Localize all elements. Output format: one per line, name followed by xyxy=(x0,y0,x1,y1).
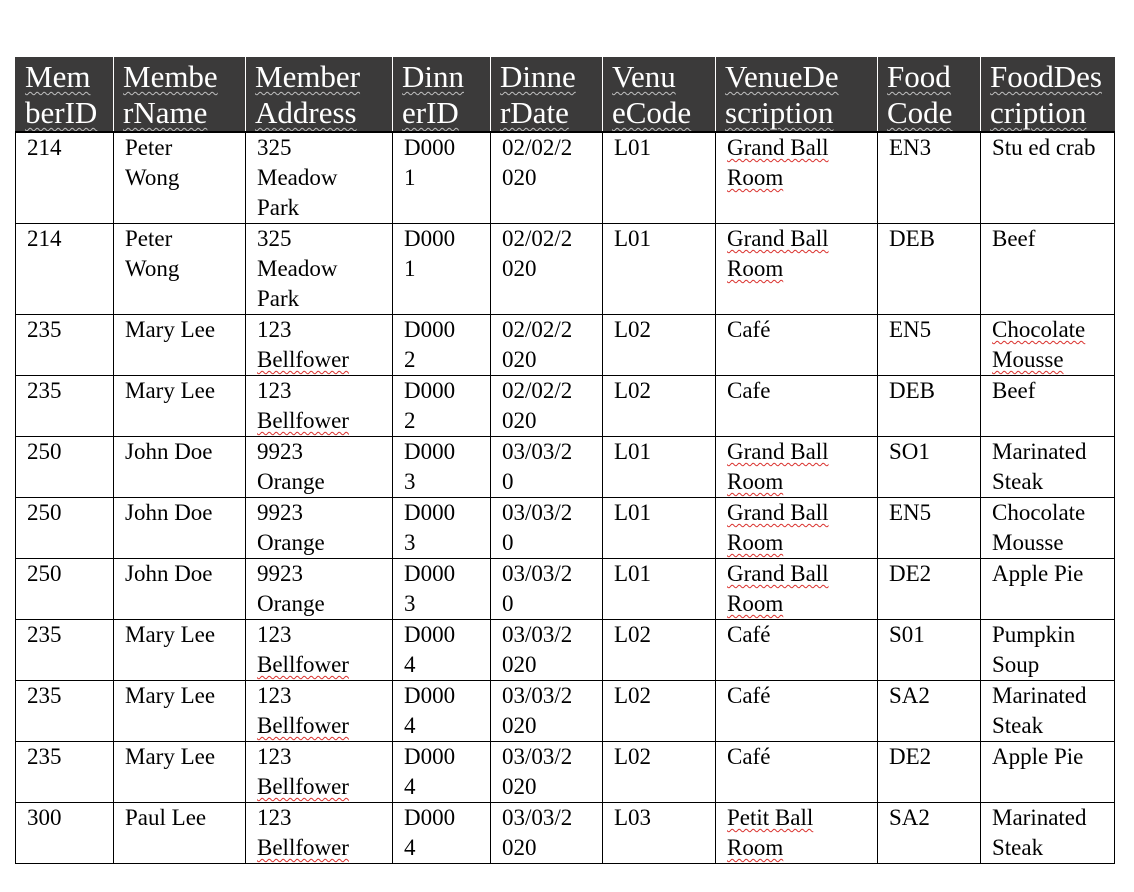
cell-food-code xyxy=(878,559,981,620)
cell-text-line: D000 xyxy=(404,561,456,586)
cell-text-line: 03/03/2 xyxy=(502,683,573,708)
cell-text-line: 325 xyxy=(257,226,292,251)
cell-text: 250 xyxy=(27,500,62,525)
cell-dinner-date xyxy=(491,376,603,437)
cell-text-line: Mousse xyxy=(992,347,1064,372)
table-row xyxy=(16,559,1115,620)
cell-text-line: Soup xyxy=(992,652,1040,677)
cell-text-line: Room xyxy=(727,530,784,555)
cell-dinner-date xyxy=(491,132,603,224)
cell-text: 214 xyxy=(27,226,62,251)
header-text-line: Dinn xyxy=(402,59,464,94)
cell-text-line: Stu ed crab xyxy=(992,135,1096,160)
cell-text-line: Bellfower xyxy=(257,835,349,860)
header-food-description xyxy=(981,57,1115,132)
header-text-line: erID xyxy=(402,95,459,130)
header-text-line: Membe xyxy=(123,59,218,94)
header-text-line: Code xyxy=(887,95,953,130)
cell-dinner-id xyxy=(393,681,491,742)
cell-text-line: 02/02/2 xyxy=(502,317,573,342)
cell-text: 250 xyxy=(27,561,62,586)
cell-member-name xyxy=(114,742,246,803)
cell-dinner-date xyxy=(491,437,603,498)
cell-text-line: Marinated xyxy=(992,439,1087,464)
header-text-line: eCode xyxy=(612,95,692,130)
cell-member-id xyxy=(16,681,114,742)
cell-text-line: 123 xyxy=(257,378,292,403)
cell-text: EN5 xyxy=(889,500,932,525)
cell-dinner-date xyxy=(491,315,603,376)
cell-food-description xyxy=(981,498,1115,559)
cell-dinner-id xyxy=(393,315,491,376)
cell-text-line: 020 xyxy=(502,408,537,433)
cell-text-line: Apple Pie xyxy=(992,744,1084,769)
cell-text-line: Mary Lee xyxy=(125,744,216,769)
table-row xyxy=(16,803,1115,864)
cell-member-address xyxy=(246,803,393,864)
cell-dinner-id xyxy=(393,376,491,437)
cell-text-line: D000 xyxy=(404,744,456,769)
cell-text-line: 03/03/2 xyxy=(502,744,573,769)
cell-text-line: John Doe xyxy=(125,500,213,525)
cell-dinner-date xyxy=(491,742,603,803)
cell-text-line: 325 xyxy=(257,135,292,160)
cell-text-line: Pumpkin xyxy=(992,622,1076,647)
cell-member-name xyxy=(114,132,246,224)
cell-dinner-date xyxy=(491,620,603,681)
cell-member-address xyxy=(246,132,393,224)
cell-member-address xyxy=(246,498,393,559)
cell-dinner-id xyxy=(393,437,491,498)
cell-food-code xyxy=(878,498,981,559)
cell-text-line: Marinated xyxy=(992,805,1087,830)
cell-text-line: D000 xyxy=(404,378,456,403)
cell-text-line: Wong xyxy=(125,256,180,281)
cell-text: L02 xyxy=(614,378,652,403)
cell-food-code xyxy=(878,742,981,803)
cell-food-description xyxy=(981,437,1115,498)
cell-text: 235 xyxy=(27,744,62,769)
header-text-line: cription xyxy=(990,95,1087,130)
cell-text-line: 03/03/2 xyxy=(502,805,573,830)
cell-text-line: 3 xyxy=(404,591,416,616)
cell-text-line: 0 xyxy=(502,469,514,494)
cell-text: L01 xyxy=(614,226,652,251)
cell-member-address xyxy=(246,376,393,437)
cell-venue-code xyxy=(603,132,716,224)
cell-food-description xyxy=(981,559,1115,620)
cell-venue-code xyxy=(603,559,716,620)
cell-food-code xyxy=(878,803,981,864)
cell-food-description xyxy=(981,742,1115,803)
cell-text-line: 9923 xyxy=(257,500,303,525)
cell-text: DE2 xyxy=(889,561,932,586)
cell-text-line: Grand Ball xyxy=(727,561,829,586)
cell-venue-description xyxy=(716,376,878,437)
header-text-line: Member xyxy=(255,59,361,94)
cell-text-line: Bellfower xyxy=(257,652,349,677)
cell-text-line: Peter xyxy=(125,135,173,160)
cell-member-id xyxy=(16,803,114,864)
table-row xyxy=(16,437,1115,498)
cell-text-line: 3 xyxy=(404,469,416,494)
cell-food-description xyxy=(981,376,1115,437)
cell-text: L02 xyxy=(614,683,652,708)
cell-text: EN5 xyxy=(889,317,932,342)
cell-text-line: 0 xyxy=(502,591,514,616)
cell-text-line: 03/03/2 xyxy=(502,500,573,525)
cell-text-line: D000 xyxy=(404,135,456,160)
cell-text-line: Beef xyxy=(992,226,1036,251)
cell-text-line: 4 xyxy=(404,713,416,738)
cell-text: 235 xyxy=(27,317,62,342)
cell-member-id xyxy=(16,559,114,620)
header-text-line: Venu xyxy=(612,59,676,94)
cell-text-line: Mary Lee xyxy=(125,683,216,708)
cell-text-line: 020 xyxy=(502,347,537,372)
cell-text: L01 xyxy=(614,561,652,586)
cell-member-address xyxy=(246,559,393,620)
cell-text: L01 xyxy=(614,500,652,525)
cell-text-line: 02/02/2 xyxy=(502,226,573,251)
cell-text-line: 03/03/2 xyxy=(502,439,573,464)
cell-venue-description xyxy=(716,803,878,864)
cell-member-name xyxy=(114,681,246,742)
table-row xyxy=(16,132,1115,224)
cell-text-line: Bellfower xyxy=(257,713,349,738)
cell-member-id xyxy=(16,376,114,437)
cell-venue-description xyxy=(716,498,878,559)
cell-text-line: 123 xyxy=(257,317,292,342)
cell-text: 235 xyxy=(27,683,62,708)
cell-text-line: 2 xyxy=(404,347,416,372)
cell-food-description xyxy=(981,681,1115,742)
cell-text-line: D000 xyxy=(404,226,456,251)
header-row xyxy=(16,57,1115,132)
cell-text: DEB xyxy=(889,378,935,403)
cell-text-line: D000 xyxy=(404,805,456,830)
cell-text: DEB xyxy=(889,226,935,251)
cell-venue-description xyxy=(716,132,878,224)
cell-text-line: John Doe xyxy=(125,561,213,586)
header-dinner-id xyxy=(393,57,491,132)
cell-text: L02 xyxy=(614,744,652,769)
cell-text: 235 xyxy=(27,378,62,403)
cell-venue-code xyxy=(603,498,716,559)
cell-venue-code xyxy=(603,376,716,437)
dinner-table xyxy=(15,57,1115,864)
cell-text-line: Wong xyxy=(125,165,180,190)
header-venue-code xyxy=(603,57,716,132)
cell-dinner-id xyxy=(393,742,491,803)
cell-text-line: Café xyxy=(727,744,771,769)
cell-text-line: 4 xyxy=(404,774,416,799)
cell-food-code xyxy=(878,315,981,376)
cell-venue-code xyxy=(603,681,716,742)
cell-member-name xyxy=(114,437,246,498)
cell-text-line: 020 xyxy=(502,713,537,738)
cell-dinner-id xyxy=(393,224,491,315)
cell-text-line: 123 xyxy=(257,622,292,647)
cell-member-address xyxy=(246,681,393,742)
cell-member-name xyxy=(114,376,246,437)
cell-venue-description xyxy=(716,224,878,315)
cell-text-line: 9923 xyxy=(257,439,303,464)
cell-text-line: Orange xyxy=(257,530,325,555)
table-row xyxy=(16,315,1115,376)
cell-member-address xyxy=(246,437,393,498)
table-row xyxy=(16,681,1115,742)
cell-text-line: 1 xyxy=(404,165,416,190)
cell-venue-description xyxy=(716,559,878,620)
cell-venue-description xyxy=(716,437,878,498)
cell-text-line: Mary Lee xyxy=(125,622,216,647)
cell-text: L02 xyxy=(614,622,652,647)
cell-text-line: Orange xyxy=(257,469,325,494)
cell-text: SO1 xyxy=(889,439,930,464)
header-text-line: rName xyxy=(123,95,208,130)
cell-text-line: 03/03/2 xyxy=(502,561,573,586)
cell-text-line: D000 xyxy=(404,439,456,464)
cell-dinner-date xyxy=(491,559,603,620)
cell-venue-description xyxy=(716,681,878,742)
cell-venue-code xyxy=(603,742,716,803)
cell-text: 214 xyxy=(27,135,62,160)
cell-text-line: Park xyxy=(257,286,300,311)
cell-text-line: Room xyxy=(727,256,784,281)
cell-text-line: Grand Ball xyxy=(727,500,829,525)
cell-food-code xyxy=(878,620,981,681)
cell-dinner-id xyxy=(393,559,491,620)
header-text-line: Food xyxy=(887,59,951,94)
cell-text-line: 123 xyxy=(257,683,292,708)
cell-text-line: 03/03/2 xyxy=(502,622,573,647)
cell-text-line: 1 xyxy=(404,256,416,281)
cell-text-line: 0 xyxy=(502,530,514,555)
cell-member-name xyxy=(114,559,246,620)
header-member-name xyxy=(114,57,246,132)
cell-text: EN3 xyxy=(889,135,932,160)
cell-venue-code xyxy=(603,437,716,498)
cell-food-code xyxy=(878,681,981,742)
cell-text-line: Mary Lee xyxy=(125,378,216,403)
cell-dinner-id xyxy=(393,498,491,559)
cell-text-line: Grand Ball xyxy=(727,135,829,160)
cell-dinner-date xyxy=(491,498,603,559)
header-text-line: Dinne xyxy=(500,59,576,94)
cell-text-line: 020 xyxy=(502,835,537,860)
cell-text-line: Room xyxy=(727,165,784,190)
cell-text-line: 02/02/2 xyxy=(502,135,573,160)
cell-text-line: D000 xyxy=(404,317,456,342)
header-member-id xyxy=(16,57,114,132)
cell-text-line: Steak xyxy=(992,469,1044,494)
cell-dinner-id xyxy=(393,132,491,224)
cell-text-line: Bellfower xyxy=(257,408,349,433)
cell-text-line: Meadow xyxy=(257,256,338,281)
cell-dinner-date xyxy=(491,224,603,315)
cell-text-line: Steak xyxy=(992,835,1044,860)
cell-text-line: Café xyxy=(727,317,771,342)
cell-venue-code xyxy=(603,315,716,376)
cell-text-line: Grand Ball xyxy=(727,439,829,464)
cell-text-line: 3 xyxy=(404,530,416,555)
cell-member-name xyxy=(114,803,246,864)
cell-text-line: 2 xyxy=(404,408,416,433)
cell-dinner-id xyxy=(393,803,491,864)
cell-text-line: Orange xyxy=(257,591,325,616)
cell-text-line: Cafe xyxy=(727,378,771,403)
cell-text-line: Room xyxy=(727,469,784,494)
table-row xyxy=(16,742,1115,803)
cell-member-address xyxy=(246,742,393,803)
cell-text: L02 xyxy=(614,317,652,342)
cell-food-description xyxy=(981,315,1115,376)
cell-text-line: 123 xyxy=(257,744,292,769)
cell-food-description xyxy=(981,132,1115,224)
cell-member-id xyxy=(16,224,114,315)
cell-text: L01 xyxy=(614,135,652,160)
header-text-line: rDate xyxy=(500,95,569,130)
table-row xyxy=(16,620,1115,681)
cell-text-line: 020 xyxy=(502,652,537,677)
table-body xyxy=(16,132,1115,864)
cell-text-line: 020 xyxy=(502,165,537,190)
cell-text: S01 xyxy=(889,622,925,647)
cell-text-line: Marinated xyxy=(992,683,1087,708)
cell-text-line: Mary Lee xyxy=(125,317,216,342)
cell-text: 250 xyxy=(27,439,62,464)
cell-text-line: 020 xyxy=(502,774,537,799)
cell-text-line: 9923 xyxy=(257,561,303,586)
cell-dinner-date xyxy=(491,803,603,864)
cell-food-code xyxy=(878,224,981,315)
cell-dinner-date xyxy=(491,681,603,742)
cell-food-description xyxy=(981,803,1115,864)
cell-text-line: Park xyxy=(257,195,300,220)
cell-food-description xyxy=(981,224,1115,315)
cell-text: 235 xyxy=(27,622,62,647)
cell-member-id xyxy=(16,498,114,559)
cell-text-line: Room xyxy=(727,591,784,616)
cell-text-line: 020 xyxy=(502,256,537,281)
cell-member-address xyxy=(246,315,393,376)
cell-text-line: Peter xyxy=(125,226,173,251)
cell-dinner-id xyxy=(393,620,491,681)
cell-member-id xyxy=(16,315,114,376)
cell-text-line: Meadow xyxy=(257,165,338,190)
cell-text-line: D000 xyxy=(404,683,456,708)
cell-text-line: 02/02/2 xyxy=(502,378,573,403)
table-row xyxy=(16,224,1115,315)
table-header xyxy=(16,57,1115,132)
cell-member-name xyxy=(114,315,246,376)
cell-text-line: 4 xyxy=(404,835,416,860)
cell-text-line: Café xyxy=(727,622,771,647)
cell-text-line: 123 xyxy=(257,805,292,830)
cell-venue-description xyxy=(716,315,878,376)
cell-member-address xyxy=(246,224,393,315)
cell-text: DE2 xyxy=(889,744,932,769)
cell-member-id xyxy=(16,620,114,681)
header-text-line: Mem xyxy=(25,59,91,94)
cell-text-line: John Doe xyxy=(125,439,213,464)
cell-text-line: Bellfower xyxy=(257,347,349,372)
cell-member-id xyxy=(16,437,114,498)
cell-venue-code xyxy=(603,620,716,681)
cell-member-name xyxy=(114,498,246,559)
cell-text-line: Steak xyxy=(992,713,1044,738)
cell-text-line: Room xyxy=(727,835,784,860)
cell-text-line: Apple Pie xyxy=(992,561,1084,586)
cell-text-line: Chocolate xyxy=(992,500,1086,525)
cell-text-line: Mousse xyxy=(992,530,1064,555)
table-row xyxy=(16,498,1115,559)
header-text-line: scription xyxy=(725,95,834,130)
header-text-line: berID xyxy=(25,95,98,130)
cell-text: 300 xyxy=(27,805,62,830)
cell-food-code xyxy=(878,132,981,224)
cell-text-line: Paul Lee xyxy=(125,805,207,830)
cell-text-line: D000 xyxy=(404,500,456,525)
cell-venue-description xyxy=(716,742,878,803)
cell-text-line: D000 xyxy=(404,622,456,647)
cell-text: L01 xyxy=(614,439,652,464)
cell-text-line: Grand Ball xyxy=(727,226,829,251)
header-food-code xyxy=(878,57,981,132)
cell-member-name xyxy=(114,224,246,315)
header-member-address xyxy=(246,57,393,132)
cell-member-name xyxy=(114,620,246,681)
cell-text-line: Café xyxy=(727,683,771,708)
cell-food-description xyxy=(981,620,1115,681)
cell-text: SA2 xyxy=(889,805,930,830)
cell-member-id xyxy=(16,742,114,803)
cell-member-id xyxy=(16,132,114,224)
cell-venue-code xyxy=(603,224,716,315)
cell-text-line: Bellfower xyxy=(257,774,349,799)
header-text-line: FoodDes xyxy=(990,59,1102,94)
cell-food-code xyxy=(878,376,981,437)
header-text-line: VenueDe xyxy=(725,59,839,94)
cell-venue-description xyxy=(716,620,878,681)
cell-text-line: Chocolate xyxy=(992,317,1086,342)
cell-text-line: Petit Ball xyxy=(727,805,814,830)
header-venue-description xyxy=(716,57,878,132)
table-row xyxy=(16,376,1115,437)
header-dinner-date xyxy=(491,57,603,132)
cell-text-line: 4 xyxy=(404,652,416,677)
header-text-line: Address xyxy=(255,95,357,130)
cell-member-address xyxy=(246,620,393,681)
cell-text: SA2 xyxy=(889,683,930,708)
cell-food-code xyxy=(878,437,981,498)
cell-venue-code xyxy=(603,803,716,864)
cell-text-line: Beef xyxy=(992,378,1036,403)
cell-text: L03 xyxy=(614,805,652,830)
